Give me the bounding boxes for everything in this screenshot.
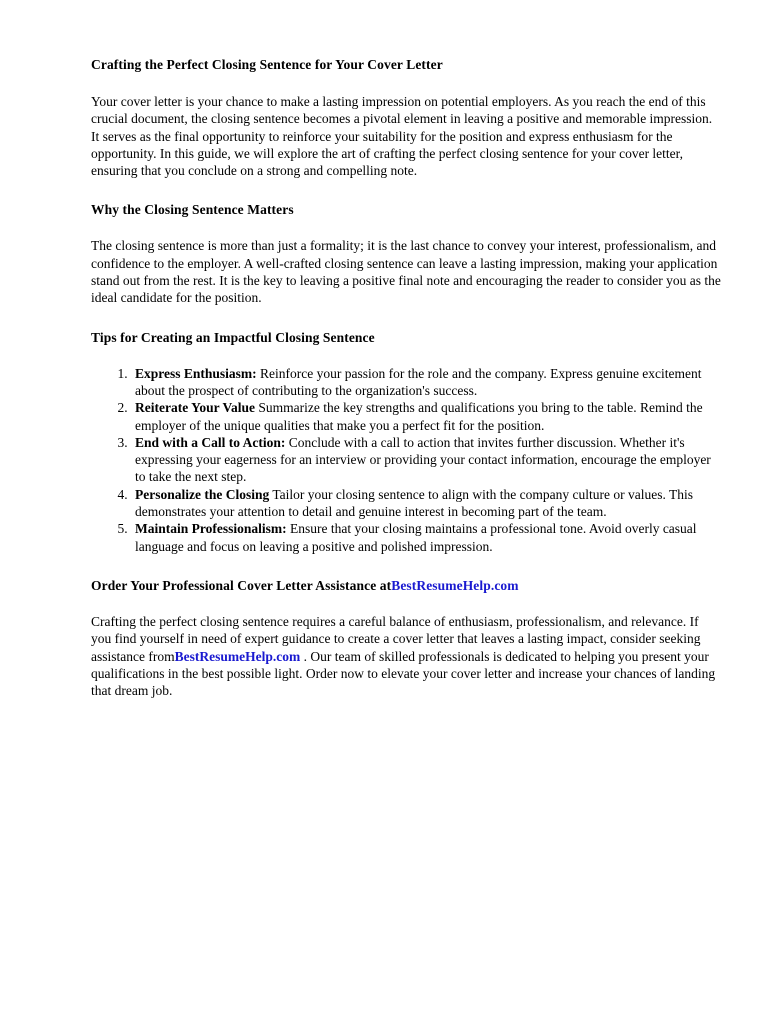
closing-paragraph: [91, 613, 721, 699]
order-heading-text: Order Your Professional Cover Letter Assistance at: [91, 577, 392, 593]
tip-separator: :: [252, 365, 257, 381]
page-title: Crafting the Perfect Closing Sentence for Your Cover Letter: [91, 57, 443, 72]
tip-separator: :: [282, 521, 287, 537]
closing-text-after-link: . Our team of skilled professionals is dedicated to helping you present your qualifications in the best possible light. Order now to elevate your cover letter and increase your chances of landing that dream job.: [91, 648, 716, 699]
brand-link-inline[interactable]: BestResumeHelp.com: [174, 648, 301, 664]
tip-text: Reinforce your passion for the role and the company. Express genuine excitement about the prospect of contributing to the organization's success.: [135, 365, 702, 398]
paragraph-why-closing-matters: The closing sentence is more than just a formality; it is the last chance to convey your interest, professionalism, and confidence to the employer. A well-crafted closing sentence can leave a lasting impression, making your application stand out from the rest. It is the key to leaving a positive final note and encouraging the reader to consider you as the ideal candidate for the position.: [91, 238, 721, 306]
intro-paragraph: Your cover letter is your chance to make a lasting impression on potential employers. As you reach the end of this crucial document, the closing sentence becomes a pivotal element in leaving a positive and memorable impression. It serves as the final opportunity to reinforce your suitability for the position and express enthusiasm for the opportunity. In this guide, we will explore the art of crafting the perfect closing sentence for your cover letter, ensuring that you conclude on a strong and compelling note.: [91, 94, 713, 179]
list-item: [131, 486, 721, 521]
section-heading-tips: Tips for Creating an Impactful Closing Sentence: [91, 329, 375, 345]
list-item: [131, 434, 721, 486]
list-item: [131, 365, 721, 400]
list-item: [131, 399, 721, 434]
tip-lead: Personalize the Closing: [135, 486, 270, 502]
tip-text: Summarize the key strengths and qualifications you bring to the table. Remind the employer of the unique qualities that make you a perfect fit for the position.: [135, 400, 703, 433]
tip-text: Tailor your closing sentence to align with the company culture or values. This demonstrates your attention to detail and genuine interest in becoming part of the team.: [135, 486, 693, 520]
tip-lead: Maintain Professionalism: [135, 521, 283, 537]
brand-link-heading[interactable]: BestResumeHelp.com: [391, 577, 519, 593]
document-content: [91, 56, 721, 699]
tip-text: Ensure that your closing maintains a professional tone. Avoid overly casual language and focus on leaving a positive and polished impression.: [135, 521, 697, 554]
tip-lead: Express Enthusiasm: [135, 365, 253, 381]
tip-lead: Reiterate Your Value: [135, 400, 255, 416]
tip-lead: End with a Call to Action: [135, 434, 281, 450]
section-heading-order-assistance: [91, 577, 721, 594]
tips-list: [91, 365, 721, 555]
list-item: [131, 520, 721, 555]
closing-text-before-link: Crafting the perfect closing sentence requires a careful balance of enthusiasm, professionalism, and relevance. If you find yourself in need of expert guidance to create a cover letter that leaves a lasting impact, consider seeking assistance from: [91, 613, 701, 664]
tip-text: Conclude with a call to action that invites further discussion. Whether it's expressing your eagerness for an interview or providing your contact information, encourage the employer to take the next step.: [135, 434, 711, 485]
section-heading-why-closing-matters: Why the Closing Sentence Matters: [91, 202, 294, 218]
tip-separator: :: [280, 434, 286, 450]
